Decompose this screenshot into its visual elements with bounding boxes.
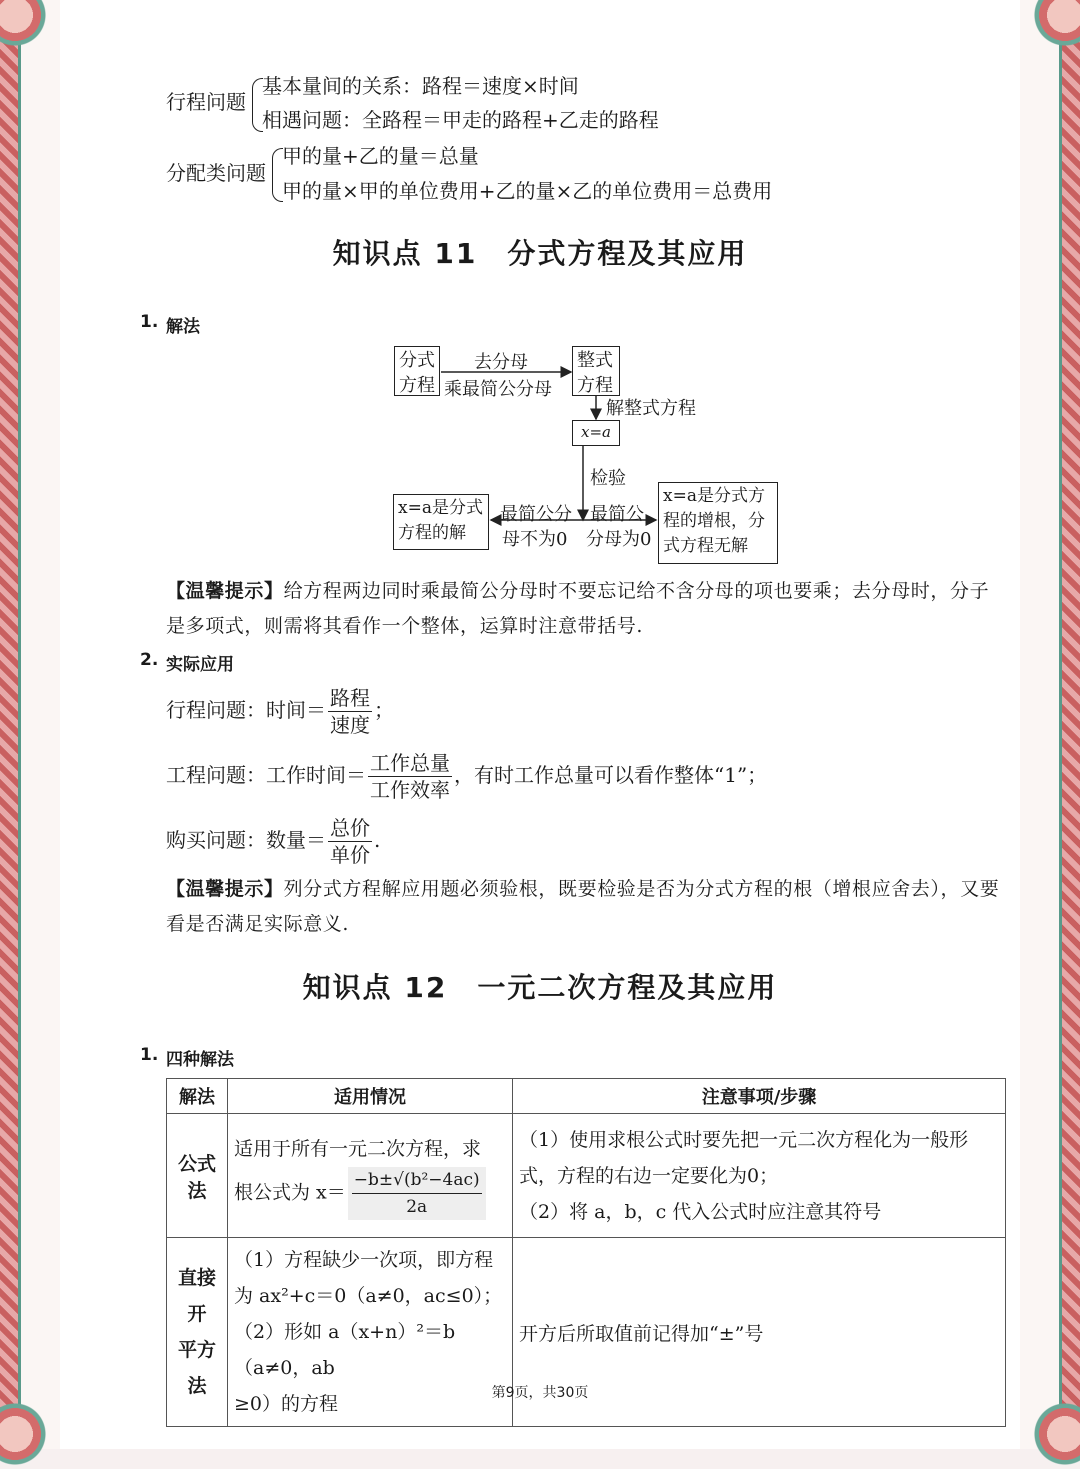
formula-text: 工程问题：工作时间＝ — [166, 763, 366, 787]
flowchart-arrows — [380, 330, 800, 580]
cell-text: （1）使用求根公式时要先把一元二次方程化为一般形 — [519, 1128, 969, 1151]
alloc-heading: 分配类问题 — [166, 161, 266, 185]
alloc-relation-2: 甲的量×甲的单位费用+乙的量×乙的单位费用＝总费用 — [282, 179, 773, 203]
flow-text: 程的增根，分 — [663, 511, 765, 531]
flow-text: 式方程无解 — [663, 536, 748, 556]
page-footer: 第9页，共30页 — [491, 1385, 589, 1401]
tip-text: 列分式方程解应用题必须验根，既要检验是否为分式方程的根（增根应舍去），又要看是否满足实际意义. — [166, 878, 1000, 935]
flow-label-right-2: 分母为0 — [586, 529, 652, 550]
flow-text: 方程 — [577, 375, 613, 396]
numerator: 路程 — [330, 686, 370, 710]
arrow-label-top: 去分母 — [474, 352, 528, 373]
tip-box-1 — [166, 574, 1008, 644]
arrow-label-bottom: 乘最简公分母 — [444, 379, 552, 400]
flow-label-check: 检验 — [590, 468, 626, 489]
formula-text: 购买问题：数量＝ — [166, 828, 326, 852]
flow-label-left-1: 最简公分 — [500, 504, 572, 525]
cell-text: ≥0）的方程 — [234, 1393, 339, 1415]
flow-label-right-1: 最简公 — [590, 504, 644, 525]
section-title-kp11: 知识点 11 分式方程及其应用 — [332, 237, 748, 270]
note-cell — [513, 1114, 1006, 1238]
tip-box-2 — [166, 872, 1008, 942]
table-header: 解法 — [167, 1079, 228, 1114]
cell-text: 平方法 — [177, 1339, 216, 1397]
flow-text: 分式 — [399, 350, 435, 371]
application-purchase — [166, 812, 380, 868]
fraction — [328, 685, 372, 738]
section-title-kp12: 知识点 12 一元二次方程及其应用 — [302, 971, 778, 1004]
cell-text: （2）形如 a（x+n）²＝b（a≠0，ab — [234, 1321, 456, 1379]
subsection-title: 实际应用 — [166, 655, 234, 675]
application-travel — [166, 682, 394, 738]
cell-text: （2）将 a，b，c 代入公式时应注意其符号 — [519, 1200, 882, 1223]
cell-text: 式，方程的右边一定要化为0； — [519, 1164, 779, 1187]
flow-box-root: x=a — [572, 420, 620, 446]
denominator: 工作效率 — [370, 778, 450, 802]
flow-text: 方程 — [399, 375, 435, 396]
alloc-relation-1: 甲的量+乙的量＝总量 — [282, 144, 479, 168]
methods-table — [166, 1078, 1006, 1427]
fraction — [328, 815, 372, 868]
cell-text: （1）方程缺少一次项，即方程 — [234, 1249, 494, 1271]
denominator: 2a — [352, 1193, 482, 1220]
travel-relation-2: 相遇问题：全路程＝甲走的路程+乙走的路程 — [262, 108, 659, 132]
tip-text: 给方程两边同时乘最简公分母时不要忘记给不含分母的项也要乘；去分母时，分子是多项式，则需将其看作一个整体，运算时注意带括号. — [166, 580, 990, 637]
numerator: −b±√(b²−4ac) — [353, 1170, 480, 1190]
application-work — [166, 747, 767, 803]
subsection-number: 2. — [140, 650, 159, 670]
cell-text: 直接开 — [177, 1267, 216, 1325]
cell-text: 适用于所有一元二次方程，求 — [234, 1138, 482, 1160]
subsection-title: 四种解法 — [166, 1050, 234, 1070]
flow-text: x=a是分式方 — [663, 486, 765, 506]
subsection-title: 解法 — [166, 317, 200, 337]
denominator: 速度 — [330, 713, 370, 737]
table-header: 注意事项/步骤 — [513, 1079, 1006, 1114]
travel-heading: 行程问题 — [166, 90, 246, 114]
flow-text: 方程的解 — [398, 523, 466, 543]
formula-text: 根公式为 x＝ — [234, 1181, 346, 1204]
formula-text: . — [374, 828, 381, 852]
tip-label: 【温馨提示】 — [166, 878, 284, 900]
note-cell: 开方后所取值前记得加“±”号 — [513, 1238, 1006, 1427]
cell-text — [234, 1167, 506, 1220]
fraction — [368, 750, 452, 803]
formula-text: ，有时工作总量可以看作整体“1”； — [454, 763, 768, 787]
formula-text: ； — [374, 698, 394, 722]
quadratic-formula — [348, 1167, 486, 1220]
denominator: 单价 — [330, 843, 370, 867]
tip-label: 【温馨提示】 — [166, 580, 284, 602]
numerator: 工作总量 — [370, 751, 450, 775]
arrow-label-solve: 解整式方程 — [606, 398, 696, 419]
flow-label-left-2: 母不为0 — [502, 529, 568, 550]
table-header-row — [167, 1079, 1006, 1114]
numerator: 总价 — [330, 816, 370, 840]
table-header: 适用情况 — [228, 1079, 513, 1114]
method-name: 公式法 — [167, 1114, 228, 1238]
condition-cell — [228, 1114, 513, 1238]
formula-text: 行程问题：时间＝ — [166, 698, 326, 722]
table-row — [167, 1114, 1006, 1238]
travel-relation-1: 基本量间的关系：路程＝速度×时间 — [262, 74, 579, 98]
flow-text: x=a是分式 — [398, 498, 483, 518]
flow-text: 整式 — [577, 350, 613, 371]
subsection-number: 1. — [140, 312, 159, 332]
subsection-number: 1. — [140, 1045, 159, 1065]
cell-text: 为 ax²+c＝0（a≠0，ac≤0）； — [234, 1285, 503, 1307]
